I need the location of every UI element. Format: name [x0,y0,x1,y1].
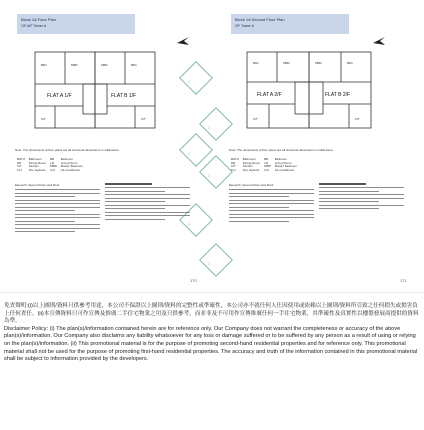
svg-text:BR1: BR1 [347,61,353,65]
svg-text:KIT: KIT [253,117,258,121]
disclaimer [4,303,420,364]
notes-heading: Eleventh, Second Floor and Roof [229,183,274,187]
svg-text:BR1: BR1 [253,61,259,65]
floor-plan-page-left [0,0,210,290]
divider [0,292,424,293]
page-header-subtitle: 1/F-6/F Tower A [21,24,47,28]
watermark-logo: ⌂ [199,155,233,189]
page-number: 170 [190,278,197,283]
flat-label-a: FLAT A 2/F [257,92,282,98]
svg-text:KIT: KIT [41,117,46,121]
svg-text:MBR: MBR [71,63,78,67]
flat-label-b: FLAT B 2/F [325,92,351,98]
watermark-logo: ⌂ [179,133,213,167]
page-header [17,14,135,34]
plan-notes [229,183,409,263]
disclaimer-zh: 免責聲明:(i)以上圖則/資料只供參考用途，本公司不保證以上圖則/資料的完整性或準確性，本公司亦不就任何人仕因使用或依賴以上圖則/資料所引致之任何損失或損害負上任何責任。(ii)本宣傳資料只可作宣傳及推廣二手住宅物業之用及只供參考，而並非及不可用作宣傳推廣任何一手住宅物業，其準確性及真實性以樓盤發展商提供的資料為準。 [4,303,419,325]
page-header-title: Block 1A Second Floor Plan [235,17,285,22]
svg-text:MBR: MBR [101,63,108,67]
disclaimer-en: Disclaimer Policy: (i) The plan(s)/information contained herein are for reference only. Our Company does not warrant the completeness or accuracy of the above plan(s)/information. Our Company also disclaims any liability whatsoever for any loss or damage suffered or to be suffered by any person as a result of using or relying on the plan(s)/information. (ii) This promotional material is for the purpose of promoting second-hand residential properties and for reference only. This promotional material shall not be used for the purpose of promoting first-hand residential properties. The accuracy and truth of the information contained in this promotional material shall be subject to information provided by the developers. [4,325,418,363]
abbreviation-legend: BATH Bathroom BR Bedroom DR Dining Room LR Living Room KIT Kitchen MBR Master Bedroom F.H. Fire Hydrant A/C Air-conditioner [17,157,83,172]
flat-label-b: FLAT B 1/F [111,93,137,99]
watermark-logo: ⌂ [179,61,213,95]
floor-plan-drawing [229,44,389,144]
flat-label-a: FLAT A 1/F [47,93,72,99]
watermark-logo: ⌂ [199,243,233,277]
page-header-title: Block 1A Floor Plan [21,17,56,22]
watermark-logo: ⌂ [179,203,213,237]
svg-text:BR1: BR1 [131,63,137,67]
svg-text:KIT: KIT [355,117,360,121]
svg-text:MBR: MBR [283,61,290,65]
plan-caption: Note: The dimensions of floor plans are all structural dimensions in millimetres. [229,148,334,152]
notes-heading: Eleventh, Second Floor and Roof [15,183,60,187]
floor-plan-page-right [207,0,424,290]
page-header-subtitle: 2/F Tower A [235,24,254,28]
svg-text:BR1: BR1 [41,63,47,67]
page-header [231,14,349,34]
svg-text:KIT: KIT [141,117,146,121]
page-number: 171 [400,278,407,283]
plan-caption: Note: The dimensions of floor plans are all structural dimensions in millimetres. [15,148,120,152]
watermark-logo: ⌂ [199,107,233,141]
abbreviation-legend: BATH Bathroom BR Bedroom DR Dining Room LR Living Room KIT Kitchen MBR Master Bedroom F.H. Fire Hydrant A/C Air-conditioner [231,157,297,172]
floor-plan-drawing [15,44,175,144]
svg-text:MBR: MBR [315,61,322,65]
north-arrow-icon [176,34,190,48]
plan-notes [15,183,195,263]
